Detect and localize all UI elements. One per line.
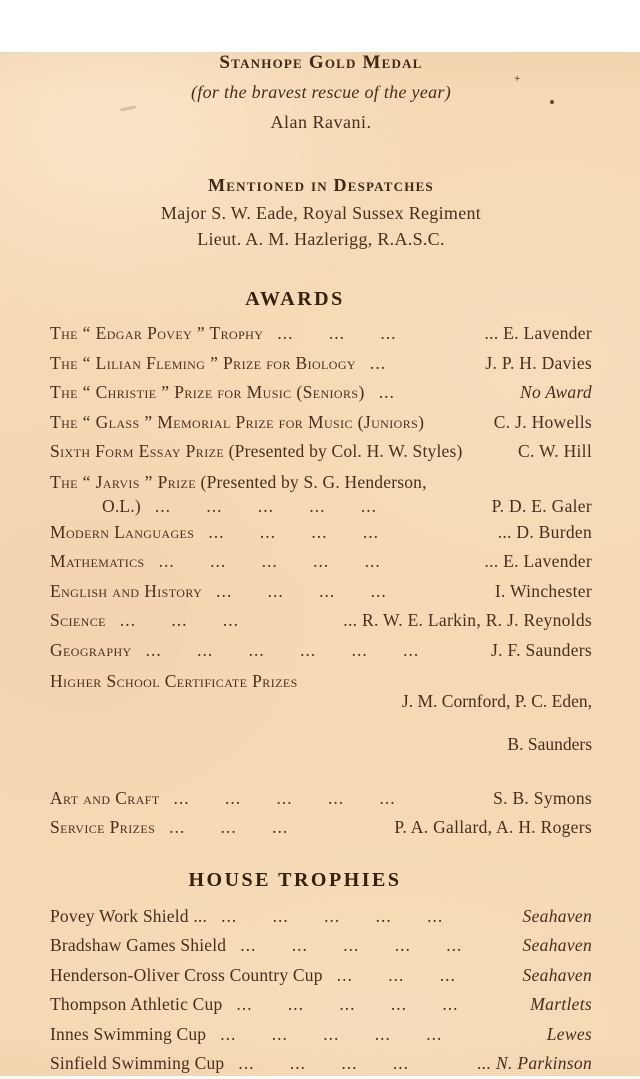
house-trophies-heading: HOUSE TROPHIES	[188, 868, 402, 891]
dot-leader: ... ... ... ...	[238, 1053, 409, 1073]
trophy-winner: Seahaven	[522, 964, 592, 985]
award-label: English and History	[50, 580, 203, 601]
award-label: The “ Lilian Fleming ” Prize for Biology	[50, 352, 356, 373]
dot-leader: ... ... ... ... ...	[236, 994, 459, 1014]
award-winner: ... R. W. E. Larkin, R. J. Reynolds	[343, 610, 592, 630]
despatches-section	[50, 175, 592, 250]
trophy-label: Bradshaw Games Shield	[50, 935, 227, 955]
trophy-label: Henderson-Oliver Cross Country Cup	[50, 964, 323, 985]
award-row	[50, 378, 592, 408]
house-trophies-list	[50, 902, 592, 1079]
trophy-row	[50, 931, 592, 961]
award-label-plain: (Presented by Col. H. W. Styles)	[224, 441, 463, 461]
award-winner: P. A. Gallard, A. H. Rogers	[394, 817, 592, 837]
dot-leader: ... ... ... ...	[208, 521, 379, 542]
award-row	[50, 784, 592, 814]
dot-leader: ...	[369, 352, 387, 373]
trophy-row	[50, 961, 592, 991]
award-winner: C. J. Howells	[493, 411, 592, 432]
award-label: Mathematics	[50, 551, 145, 571]
dot-leader: ... ... ... ...	[216, 580, 387, 601]
stanhope-medal-recipient: Alan Ravani.	[270, 112, 372, 132]
dot-leader: ... ... ... ... ...	[173, 787, 396, 808]
jarvis-line2	[50, 495, 592, 518]
paper-speck-dot	[550, 100, 554, 104]
trophy-row	[50, 1049, 592, 1079]
award-winner: I. Winchester	[494, 580, 592, 601]
award-label: Science	[50, 610, 106, 630]
dot-leader: ... ... ... ... ...	[220, 1023, 443, 1044]
dot-leader: ... ... ... ... ...	[221, 905, 444, 926]
stanhope-medal-subtitle: (for the bravest rescue of the year)	[190, 82, 452, 102]
trophy-label: Povey Work Shield ...	[50, 905, 208, 926]
award-winner: No Award	[520, 382, 592, 402]
award-winner: C. W. Hill	[518, 441, 592, 461]
award-label: Higher School Certificate Prizes	[50, 671, 298, 691]
award-winner: S. B. Symons	[493, 787, 592, 808]
award-row	[50, 547, 592, 577]
award-label-continuation: O.L.)	[102, 495, 141, 516]
award-winner: J. F. Saunders	[491, 639, 592, 660]
award-row	[50, 813, 592, 843]
trophy-row	[50, 1020, 592, 1050]
trophy-label: Sinfield Swimming Cup	[50, 1053, 225, 1073]
page-content	[0, 52, 640, 1079]
award-row-higher-certificate	[50, 669, 592, 777]
awards-heading: AWARDS	[245, 288, 345, 310]
jarvis-line1	[50, 470, 592, 495]
despatch-name: Major S. W. Eade, Royal Sussex Regiment	[160, 203, 482, 223]
award-label: The “ Glass ” Memorial Prize for Music (Juniors)	[50, 411, 425, 432]
award-row	[50, 437, 592, 467]
award-label: Geography	[50, 639, 132, 660]
trophy-label: Innes Swimming Cup	[50, 1023, 207, 1044]
award-row-jarvis	[50, 470, 592, 518]
award-label: The “ Edgar Povey ” Trophy	[50, 323, 264, 343]
trophy-row	[50, 902, 592, 932]
dot-leader: ... ... ...	[119, 610, 239, 630]
award-label: Sixth Form Essay Prize	[50, 441, 225, 461]
award-winner: ... D. Burden	[497, 521, 592, 542]
trophy-winner: Seahaven	[522, 935, 592, 955]
award-winner-block	[298, 669, 592, 777]
award-label: Service Prizes	[50, 817, 156, 837]
award-row	[50, 606, 592, 636]
trophy-winner: Seahaven	[522, 905, 592, 926]
dot-leader: ... ... ... ... ...	[154, 495, 378, 516]
paper-speck-cross: +	[513, 72, 522, 86]
award-label: The “ Jarvis ” Prize	[50, 471, 196, 492]
award-winner: J. M. Cornford, P. C. Eden,	[401, 690, 592, 711]
award-row	[50, 319, 592, 349]
dot-leader: ...	[378, 382, 395, 402]
dot-leader: ... ... ...	[277, 323, 397, 343]
dot-leader: ... ... ...	[169, 817, 289, 837]
award-winner: ... E. Lavender	[484, 323, 592, 343]
trophy-winner: Martlets	[530, 994, 592, 1014]
award-label: Modern Languages	[50, 521, 195, 542]
dot-leader: ... ... ... ... ...	[240, 935, 463, 955]
stanhope-medal-section	[50, 52, 592, 133]
trophy-label: Thompson Athletic Cup	[50, 994, 223, 1014]
award-winner: ... E. Lavender	[484, 551, 592, 571]
dot-leader: ... ... ...	[336, 964, 456, 985]
award-winner: J. P. H. Davies	[485, 352, 592, 373]
dot-leader: ... ... ... ... ... ...	[145, 639, 420, 660]
dot-leader: ... ... ... ... ...	[158, 551, 381, 571]
award-label: The “ Christie ” Prize for Music (Seniors)	[50, 382, 365, 402]
award-winner: P. D. E. Galer	[491, 495, 592, 516]
award-row	[50, 518, 592, 548]
trophy-row	[50, 990, 592, 1020]
award-row	[50, 636, 592, 666]
award-row	[50, 408, 592, 438]
award-row	[50, 577, 592, 607]
despatches-title: Mentioned in Despatches	[208, 175, 434, 195]
despatch-name: Lieut. A. M. Hazlerigg, R.A.S.C.	[197, 229, 445, 249]
stanhope-medal-title: Stanhope Gold Medal	[219, 52, 423, 73]
document-page	[0, 52, 640, 1076]
award-row	[50, 349, 592, 379]
trophy-winner: ... N. Parkinson	[477, 1053, 592, 1073]
award-label: Art and Craft	[50, 787, 160, 808]
award-label-plain: (Presented by S. G. Henderson,	[195, 471, 427, 492]
awards-list	[50, 319, 592, 843]
award-winner: B. Saunders	[507, 733, 592, 754]
trophy-winner: Lewes	[546, 1023, 592, 1044]
